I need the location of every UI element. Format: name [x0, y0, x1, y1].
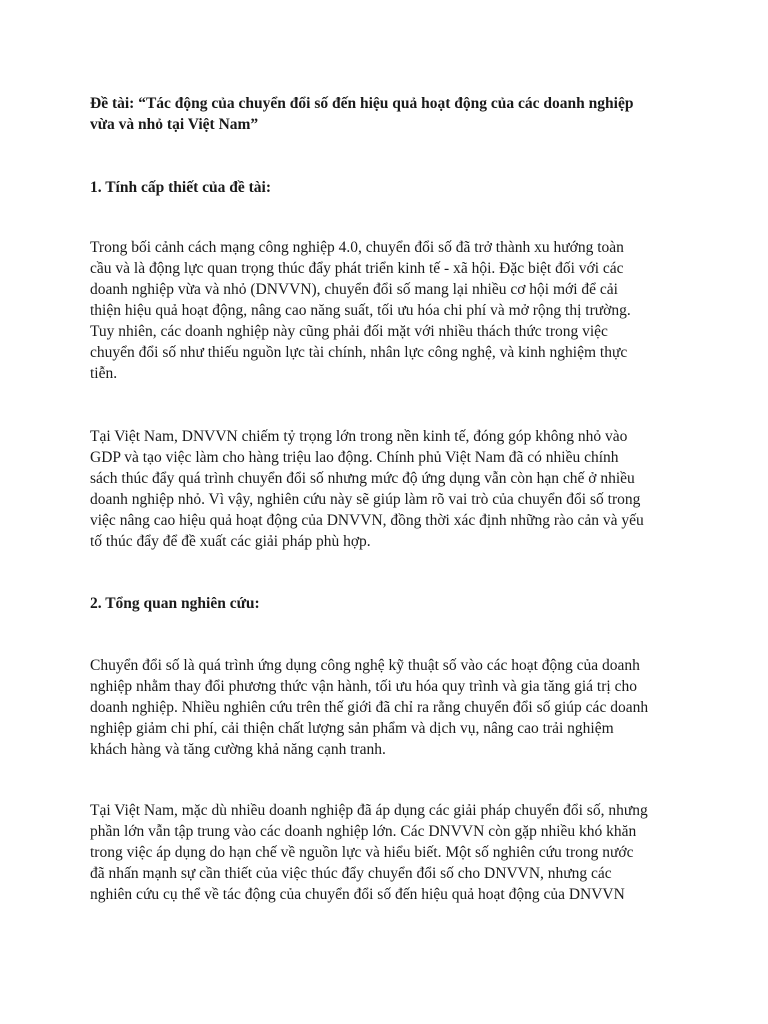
text-line: sách thúc đẩy quá trình chuyển đổi số nhưng mức độ ứng dụng vẫn còn hạn chế ở nhiều: [90, 470, 635, 487]
text-line: chuyển đổi số như thiếu nguồn lực tài chính, nhân lực công nghệ, và kinh nghiệm thực: [90, 344, 628, 361]
text-line: cầu và là động lực quan trọng thúc đẩy phát triển kinh tế - xã hội. Đặc biệt đối với các: [90, 260, 624, 277]
title-line: vừa và nhỏ tại Việt Nam”: [90, 116, 259, 133]
section-1-heading: 1. Tính cấp thiết của đề tài:: [90, 179, 271, 196]
section-2-heading: 2. Tổng quan nghiên cứu:: [90, 595, 260, 612]
title-line: Đề tài: “Tác động của chuyển đổi số đến hiệu quả hoạt động của các doanh nghiệp: [90, 95, 634, 112]
text-line: Chuyển đổi số là quá trình ứng dụng công nghệ kỹ thuật số vào các hoạt động của doanh: [90, 657, 640, 674]
text-line: việc nâng cao hiệu quả hoạt động của DNVVN, đồng thời xác định những rào cản và yếu: [90, 512, 644, 529]
text-line: tiễn.: [90, 365, 118, 382]
text-line: Tại Việt Nam, DNVVN chiếm tỷ trọng lớn trong nền kinh tế, đóng góp không nhỏ vào: [90, 428, 628, 445]
text-line: nghiệp giảm chi phí, cải thiện chất lượng sản phẩm và dịch vụ, nâng cao trải nghiệm: [90, 720, 614, 737]
text-line: trong việc áp dụng do hạn chế về nguồn lực và hiểu biết. Một số nghiên cứu trong nước: [90, 844, 634, 861]
text-line: đã nhấn mạnh sự cần thiết của việc thúc đẩy chuyển đổi số cho DNVVN, nhưng các: [90, 865, 612, 882]
section-2-paragraph-2: [90, 800, 690, 905]
text-line: doanh nghiệp. Nhiều nghiên cứu trên thế giới đã chỉ ra rằng chuyển đổi số giúp các doanh: [90, 699, 649, 716]
text-line: Tại Việt Nam, mặc dù nhiều doanh nghiệp đã áp dụng các giải pháp chuyển đổi số, nhưng: [90, 802, 648, 819]
document-title: [90, 93, 690, 135]
section-2-paragraph-1: [90, 655, 690, 760]
text-line: Tuy nhiên, các doanh nghiệp này cũng phải đối mặt với nhiều thách thức trong việc: [90, 323, 608, 340]
text-line: Trong bối cảnh cách mạng công nghiệp 4.0, chuyển đổi số đã trở thành xu hướng toàn: [90, 239, 624, 256]
text-line: GDP và tạo việc làm cho hàng triệu lao động. Chính phủ Việt Nam đã có nhiều chính: [90, 449, 619, 466]
text-line: nghiệp nhằm thay đổi phương thức vận hành, tối ưu hóa quy trình và gia tăng giá trị cho: [90, 678, 637, 695]
text-line: doanh nghiệp vừa và nhỏ (DNVVN), chuyển đổi số mang lại nhiều cơ hội mới để cải: [90, 281, 618, 298]
text-line: khách hàng và tăng cường khả năng cạnh tranh.: [90, 741, 386, 758]
text-line: thiện hiệu quả hoạt động, nâng cao năng suất, tối ưu hóa chi phí và mở rộng thị trường.: [90, 302, 631, 319]
text-line: doanh nghiệp nhỏ. Vì vậy, nghiên cứu này sẽ giúp làm rõ vai trò của chuyển đổi số trong: [90, 491, 641, 508]
section-1-paragraph-2: [90, 426, 690, 552]
text-line: phần lớn vẫn tập trung vào các doanh nghiệp lớn. Các DNVVN còn gặp nhiều khó khăn: [90, 823, 637, 840]
text-line: nghiên cứu cụ thể về tác động của chuyển đổi số đến hiệu quả hoạt động của DNVVN: [90, 886, 625, 903]
text-line: tố thúc đẩy để đề xuất các giải pháp phù hợp.: [90, 533, 371, 550]
section-1-paragraph-1: [90, 237, 690, 384]
